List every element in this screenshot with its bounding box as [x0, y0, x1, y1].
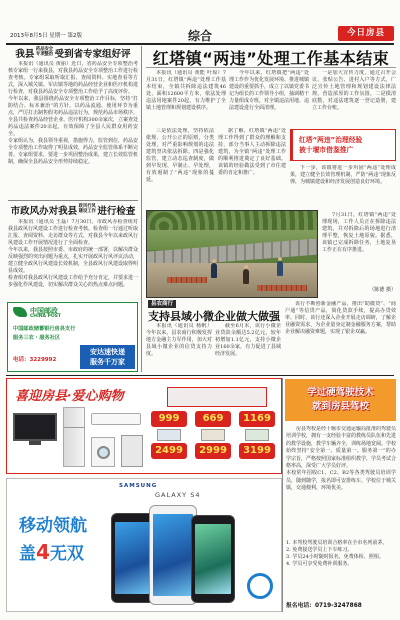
callout-line: 红塔“两违”治理经验 [299, 136, 363, 144]
section-title: 综合 [187, 29, 212, 43]
list-item: 4. 学员可享受免费补训服务。 [286, 561, 353, 567]
headline-stacked-line: 建设工作 [78, 209, 96, 214]
post-ad-phone: 电话：3229992 [13, 357, 57, 363]
headline-rule [146, 67, 396, 68]
express-service-box [80, 345, 135, 369]
china-post-logo [13, 307, 27, 317]
registration-phone: 报名电话：0719-3247868 [286, 603, 362, 609]
ads-divider [282, 378, 283, 612]
driving-school-list [286, 540, 396, 568]
article-divider [8, 200, 138, 201]
fridge-divider [63, 427, 85, 428]
article-column: 三是依法处理，坚持依法依规、公开公正的原则，分类处理，对严重影响规划的违法建筑坚决依法拆除。四是强化监管，建立动态巡查制度，做到早发现、早制止、早处理，有效遏制了“两违”现象的蔓延。 [146, 128, 214, 183]
article-column: 本报讯（通讯员 杨帆）今年以来，县农商行积极发挥地方金融主力军作用，加大对县域小微企业的信贷支持力度。 [146, 323, 212, 357]
samsung-brand: SAMSUNG [119, 483, 158, 489]
article-body: 本报讯（通讯员 王磊）7月30日，市政风办检查组对我县政风行风建设工作进行检查考核。检查组一行通过听取汇报、查阅资料、走访群众等方式，对我县今年以来政风行风建设工作开展情况进行了全面检查。 今年以来，我县按照市委、市政府的统一部署，以解决群众反映强烈的突出问题为重点，扎实开展政风行风评议活动，建立健全政风行风建设长效机制，全县政风行风建设取得明显成效。 检查组对我县政风行风建设工作给予充分肯定，并要求进一步强化作风建设，切实解决群众关心的热点难点问题。 [8, 219, 138, 288]
slogan-part: 无双 [49, 544, 84, 564]
ad-slogan [19, 539, 84, 564]
article-body: 本报讯（通讯员 黄丽）近日，省药品安全专项整治考核专家组一行来我县，对我县药品安全专项整治工作进行检查考核。专家组采取听取汇报、查阅资料、实地查看等方式，深入城关镇、军店镇等地的药品经营企业和医疗机构进行检查，对我县药品安全专项整治工作给予了高度评价。 今年以来，我县围绕药品安全专项整治工作目标，坚持“打防结合、标本兼治”的方针，以药品流通、使用环节为重点，严厉打击制售假劣药品违法行为，规范药品市场秩序。全县共检查药品经营企业、医疗机构300余家次，立案查处药品违法案件20余起，有效保障了全县人民群众用药安全。 专家组认为，我县领导重视，措施得力，监管到位，药品安全专项整治工作取得了明显成效，药品安全监管体系不断完善。专家组要求，要进一步巩固整治成果，建立长效监管机制，确保全县药品安全形势持续稳定。 [8, 61, 138, 165]
newspaper-logo: 今日房县 [338, 26, 394, 41]
article-column: 据了解，红塔镇“两违”处理工作得到了群众的理解和支持，部分当事人主动拆除违法建筑，为全镇“两违”处理工作的顺利推进奠定了良好基础。该镇的经验做法受到了市住建委的肯定和推广。 [218, 128, 286, 176]
article-headline [6, 46, 140, 60]
headline-stacked-line: 药品安全 [35, 47, 54, 53]
photo-worker [277, 261, 283, 276]
issue-date: 2013年8月5日 星期一 第2版 [10, 33, 82, 39]
product-image [157, 429, 181, 441]
photo-worker-head [212, 259, 216, 263]
photo-worker [243, 269, 249, 284]
price-tag: 999 [151, 411, 187, 427]
headline-part: 市政风办对我县 [10, 206, 78, 217]
product-image [201, 429, 225, 441]
price-tag: 669 [195, 411, 231, 427]
headline-part: 受到省专家组好评 [54, 49, 131, 60]
article-headline: 支持县域小微企业做大做强 [148, 310, 280, 323]
article-column: 该行不断创新金融产品，推出“助微贷”、“商户通”等信贷产品，简化贷款手续，提高办贷效率。同时，该行还深入企业开展走访调研，了解企业融资需求，为企业量身定制金融服务方案，帮助企业解决融资难题，实现了银企双赢。 [285, 301, 396, 335]
china-post-ad [7, 302, 138, 372]
highlight-callout [290, 129, 396, 161]
headline-stacked-line: 专项整治 [35, 52, 54, 57]
china-post-brand: 中国邮政 [30, 307, 58, 315]
photo-worker [211, 263, 217, 278]
list-item: 1. 本驾校驾驶员培训合格率在全市名列前茅。 [286, 540, 388, 546]
list-item: 3. 学员24小时随时报名，免费体检、照相。 [286, 554, 384, 560]
article-column: 本报讯（通讯员 黄能 叶琼）7月31日，红塔镇“两违”处理工作基本结束，全镇共拆除违法建筑46处，面积12600平方米，依法处理违法用地案件20起，有力维护了全镇土地管理和规划建设秩序。 [146, 70, 226, 111]
driving-school-banner [285, 379, 396, 421]
ads-rule [6, 375, 394, 376]
tv-stand [29, 441, 41, 445]
mobile-logo [247, 573, 273, 599]
article-headline [6, 203, 140, 217]
price-tag: 2999 [195, 443, 231, 459]
price-tag: 3199 [239, 443, 275, 459]
air-conditioner-image [91, 413, 141, 425]
headline-stacked [79, 205, 96, 215]
photo-trees [147, 211, 317, 230]
samsung-model: GALAXY S4 [155, 491, 201, 499]
phone-screen [153, 514, 193, 596]
phone-screen [115, 522, 151, 594]
china-post-brand-en: CHINA POST [30, 314, 61, 319]
banner-line: 就到房县驾校 [311, 401, 369, 412]
driving-school-body: 房县驾校是经十堰市交通运输局批准的驾驶员培训学校，拥有一支经验丰富的教练员队伍和先进的教学设施，教学车辆齐全，训练场地宽阔。学校始终坚持“安全第一、质量第一、服务第一”的办学宗旨，严格按照国家标准组织教学，学员考试合格率高，深受广大学员好评。 本校常年招收C1、C2、B2等各类驾驶员培训学员，随到随学，报名即可安排练车。学校位于城关镇，交通便利，环境优美。 [286, 426, 396, 492]
article-kicker: 县农商行 [148, 300, 176, 308]
article-column: 一是加大宣传力度，通过召开会议、张贴公告、进村入户等方式，广泛宣传土地管理和规划建设法律法规，营造浓厚的工作氛围。二是摸清底数，对违法建筑逐一登记造册，建立工作台账。 [312, 70, 396, 111]
slogan-number: 4 [36, 540, 50, 564]
headline-part: 我县 [15, 49, 35, 60]
phone-screen [195, 524, 231, 594]
post-ad-line: 中国邮政储蓄银行房县支行 [13, 326, 76, 332]
headline-part: 进行检查 [97, 206, 136, 217]
product-image [245, 429, 269, 441]
washer-image [91, 437, 115, 467]
phone-image [191, 515, 235, 603]
article-column: 今年以来，红塔镇把“两违”处理工作作为优化发展环境、推进城镇建设的重要抓手，成立了以镇党委书记为组长的工作领导小组，抽调精干力量组成专班，对全镇违法用地、违法建设进行全面清理。 [229, 70, 309, 111]
photo-credit: （陈德 摄） [369, 287, 396, 293]
appliance-ad [6, 378, 282, 474]
express-line: 服务千万家 [90, 358, 125, 366]
price-tag: 1169 [239, 411, 275, 427]
slogan-part: 盖 [19, 544, 36, 564]
post-ad-line: 服务三农 · 服务社区 [13, 335, 61, 341]
article-column: 截至6月末，该行小微企业贷款余额达5.2亿元，较年初增加1.1亿元，支持小微企业160余家，有力促进了县域经济发展。 [215, 323, 281, 357]
samsung-ad [6, 478, 282, 612]
price-tag: 2499 [151, 443, 187, 459]
headline-stacked [36, 48, 53, 58]
list-item: 2. 免费接送学员上下车练习。 [286, 547, 353, 553]
callout-line: 被十堰市借鉴推广 [299, 146, 354, 154]
article-column: 下一步，该镇将进一步巩固“两违”处理成果，建立健全长效管理机制，严防“两违”现象反弹，为城镇建设和经济发展创造良好环境。 [290, 165, 396, 185]
photo-worker-head [244, 265, 248, 269]
phone-image [149, 505, 197, 605]
express-line: 安达速快递 [90, 348, 125, 356]
ad-slogan: 移动领航 [19, 516, 87, 536]
photo-bricks [167, 277, 207, 283]
tv-image [13, 413, 57, 441]
photo-caption: 7月31日，红塔镇“两违”处理现场，工作人员正在拆除违法建筑，并对拆除后的场地进行清理平整，恢复土地原貌。据悉，该镇已完成拆除任务，土地复垦工作正在有序推进。 [322, 212, 396, 253]
fridge-image [63, 407, 85, 467]
article-photo [146, 210, 318, 298]
washer-door [97, 446, 110, 459]
product-image [167, 387, 267, 407]
banner-line: 学过硬驾驶技术 [307, 387, 374, 398]
headline-stacked-line: 政风行风 [78, 204, 96, 210]
masthead-rule [6, 43, 394, 45]
appliance-ad-title: 喜迎房县·爱心购物 [15, 389, 124, 404]
main-headline: 红塔镇“两违”处理工作基本结束 [152, 49, 390, 68]
photo-worker-head [278, 257, 282, 261]
photo-bricks [257, 285, 307, 291]
product-image [121, 435, 143, 467]
column-divider [141, 46, 142, 372]
